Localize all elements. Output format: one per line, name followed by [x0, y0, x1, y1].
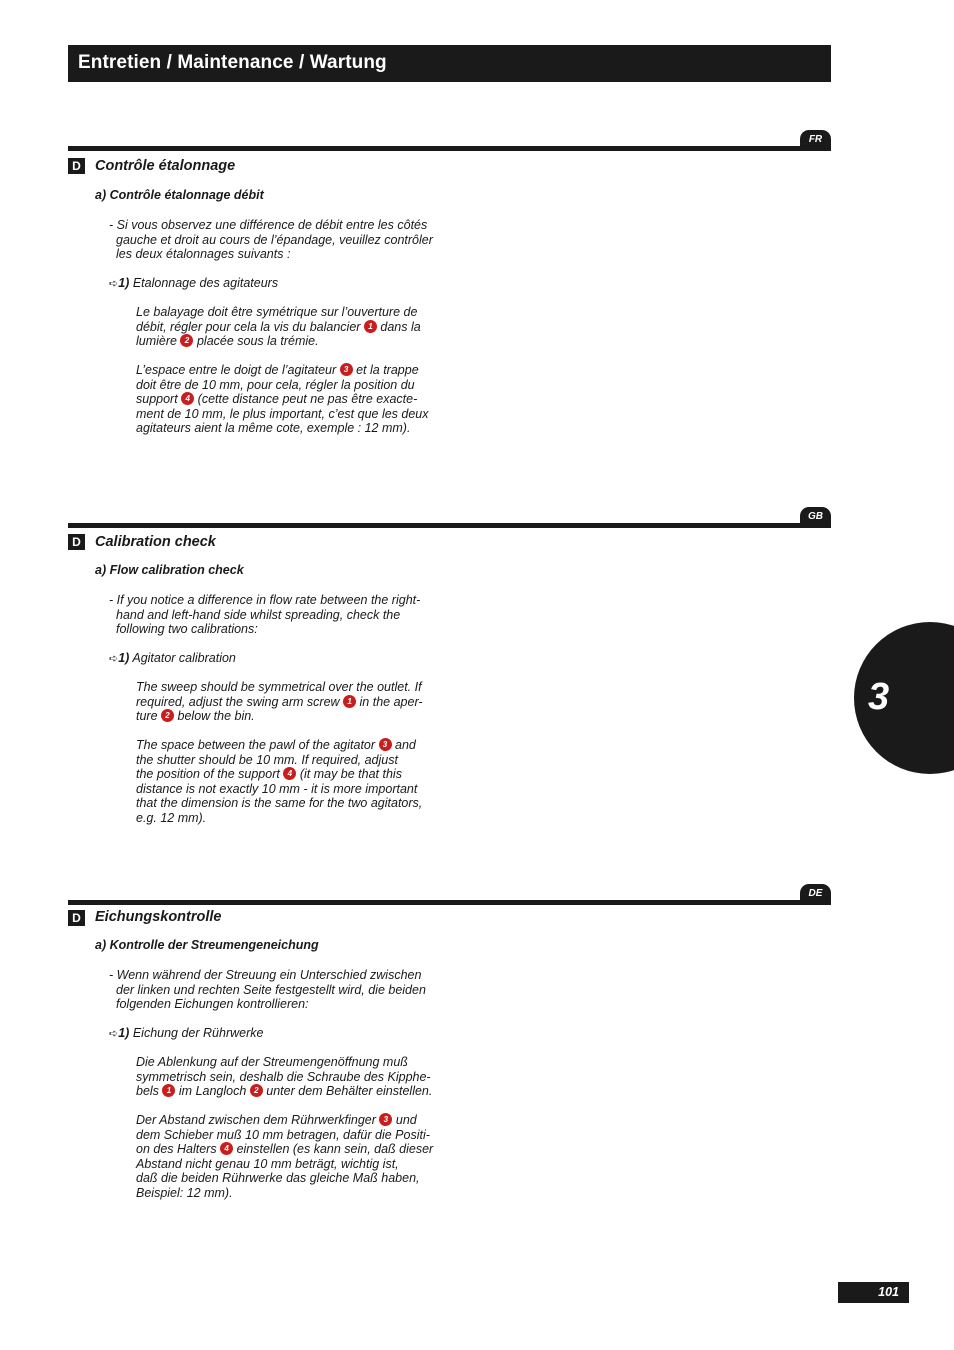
- callout-badge: 4: [181, 392, 194, 405]
- callout-badge: 3: [379, 738, 392, 751]
- section-title: Calibration check: [95, 534, 216, 550]
- callout-badge: 3: [379, 1113, 392, 1126]
- chapter-number: 3: [868, 676, 890, 718]
- callout-badge: 1: [162, 1084, 175, 1097]
- section-rule: [68, 900, 831, 905]
- intro-paragraph: - Si vous observez une différence de débit entre les côtés gauche et droit au cours de l’épandage, veuillez contrôler les deux étalonnages suivants :: [109, 218, 433, 262]
- callout-badge: 2: [180, 334, 193, 347]
- body-paragraph: Die Ablenkung auf der Streumengenöffnung muß symmetrisch sein, deshalb die Schraube des Kipphe- bels 1 im Langloch 2 unter dem Behälter einstellen.: [136, 1055, 433, 1099]
- language-tab-fr: FR: [800, 130, 831, 151]
- page-header-title: Entretien / Maintenance / Wartung: [78, 52, 387, 73]
- step-heading: ➪1) Agitator calibration: [109, 651, 236, 665]
- callout-badge: 4: [220, 1142, 233, 1155]
- body-paragraph: The space between the pawl of the agitator 3 and the shutter should be 10 mm. If required, adjust the position of the support 4 (it may be that this distance is not exactly 10 mm - it is more important that the dimension is the same for the two agitators, e.g. 12 mm).: [136, 738, 423, 825]
- body-paragraph: Der Abstand zwischen dem Rührwerkfinger 3 und dem Schieber muß 10 mm betragen, dafür die Positi- on des Halters 4 einstellen (es kann sein, daß dieser Abstand nicht genau 10 mm beträgt, wichtig ist, daß die beiden Rührwerke das gleiche Maß haben, Beispiel: 12 mm).: [136, 1113, 434, 1200]
- step-heading: ➪1) Eichung der Rührwerke: [109, 1026, 264, 1040]
- section-title: Eichungskontrolle: [95, 909, 222, 925]
- section-rule: [68, 523, 831, 528]
- callout-badge: 2: [250, 1084, 263, 1097]
- body-paragraph: L’espace entre le doigt de l’agitateur 3 et la trappe doit être de 10 mm, pour cela, régler la position du support 4 (cette distance peut ne pas être exacte- ment de 10 mm, le plus important, c’est que les deux agitateurs aient la même cote, exemple : 12 mm).: [136, 363, 429, 436]
- callout-badge: 3: [340, 363, 353, 376]
- step-heading: ➪1) Etalonnage des agitateurs: [109, 276, 279, 290]
- section-rule: [68, 146, 831, 151]
- arrow-right-icon: ➪: [109, 1028, 119, 1040]
- section-subtitle: a) Kontrolle der Streumengeneichung: [95, 938, 319, 952]
- callout-badge: 2: [161, 709, 174, 722]
- body-paragraph: Le balayage doit être symétrique sur l’ouverture de débit, régler pour cela la vis du balancier 1 dans la lumière 2 placée sous la trémie.: [136, 305, 421, 349]
- section-title: Contrôle étalonnage: [95, 158, 236, 174]
- header-bar: [68, 45, 831, 82]
- callout-badge: 1: [364, 320, 377, 333]
- callout-badge: 4: [283, 767, 296, 780]
- language-tab-de: DE: [800, 884, 831, 905]
- arrow-right-icon: ➪: [109, 278, 119, 290]
- page-number: 101: [838, 1282, 909, 1303]
- section-subtitle: a) Contrôle étalonnage débit: [95, 188, 264, 202]
- section-marker: D: [68, 158, 85, 174]
- body-paragraph: The sweep should be symmetrical over the outlet. If required, adjust the swing arm screw 1 in the aper- ture 2 below the bin.: [136, 680, 423, 724]
- section-subtitle: a) Flow calibration check: [95, 563, 244, 577]
- language-tab-gb: GB: [800, 507, 831, 528]
- arrow-right-icon: ➪: [109, 653, 119, 665]
- intro-paragraph: - Wenn während der Streuung ein Unterschied zwischen der linken und rechten Seite festgestellt wird, die beiden folgenden Eichungen kontrollieren:: [109, 968, 426, 1012]
- callout-badge: 1: [343, 695, 356, 708]
- section-marker: D: [68, 910, 85, 926]
- section-marker: D: [68, 534, 85, 550]
- intro-paragraph: - If you notice a difference in flow rate between the right- hand and left-hand side whilst spreading, check the following two calibrations:: [109, 593, 421, 637]
